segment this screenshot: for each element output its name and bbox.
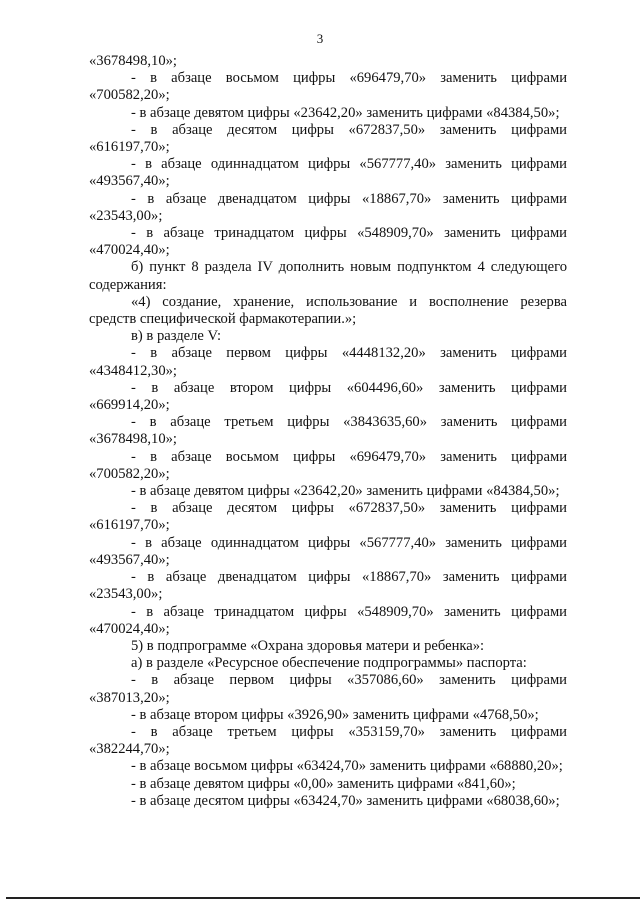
- text-line: - в абзаце девятом цифры «23642,20» заменить цифрами «84384,50»;: [131, 104, 560, 121]
- text-line: «470024,40»;: [89, 242, 170, 259]
- text-line: - в абзаце десятом цифры «672837,50» заменить цифрами: [131, 121, 567, 138]
- text-line: а) в разделе «Ресурсное обеспечение подпрограммы» паспорта:: [131, 655, 527, 672]
- text-line: «4348412,30»;: [89, 362, 177, 379]
- text-line: «616197,70»;: [89, 517, 170, 534]
- text-line: - в абзаце десятом цифры «672837,50» заменить цифрами: [131, 500, 567, 517]
- page-bottom-border: [6, 897, 640, 899]
- text-line: б) пункт 8 раздела IV дополнить новым подпунктом 4 следующего: [131, 259, 567, 276]
- text-line: «493567,40»;: [89, 173, 170, 190]
- text-line: - в абзаце двенадцатом цифры «18867,70» заменить цифрами: [131, 569, 567, 586]
- text-line: - в абзаце первом цифры «357086,60» заменить цифрами: [131, 672, 567, 689]
- text-line: - в абзаце одиннадцатом цифры «567777,40» заменить цифрами: [131, 534, 567, 551]
- text-line: «4) создание, хранение, использование и восполнение резерва: [131, 293, 567, 310]
- text-line: - в абзаце третьем цифры «353159,70» заменить цифрами: [131, 723, 567, 740]
- text-line: - в абзаце восьмом цифры «696479,70» заменить цифрами: [131, 448, 567, 465]
- text-line: «700582,20»;: [89, 87, 170, 104]
- text-line: - в абзаце втором цифры «3926,90» заменить цифрами «4768,50»;: [131, 706, 539, 723]
- text-line: «387013,20»;: [89, 689, 170, 706]
- text-line: - в абзаце восьмом цифры «63424,70» заменить цифрами «68880,20»;: [131, 758, 563, 775]
- text-line: - в абзаце двенадцатом цифры «18867,70» заменить цифрами: [131, 190, 567, 207]
- text-line: - в абзаце восьмом цифры «696479,70» заменить цифрами: [131, 70, 567, 87]
- text-line: «616197,70»;: [89, 139, 170, 156]
- text-line: в) в разделе V:: [131, 328, 222, 345]
- text-line: - в абзаце тринадцатом цифры «548909,70» заменить цифрами: [131, 225, 567, 242]
- text-line: средств специфической фармакотерапии.»;: [89, 311, 357, 328]
- text-line: - в абзаце тринадцатом цифры «548909,70» заменить цифрами: [131, 603, 567, 620]
- text-line: «493567,40»;: [89, 551, 170, 568]
- text-line: 5) в подпрограмме «Охрана здоровья матери и ребенка»:: [131, 637, 485, 654]
- text-line: - в абзаце втором цифры «604496,60» заменить цифрами: [131, 379, 567, 396]
- document-body: [89, 53, 567, 810]
- text-line: - в абзаце девятом цифры «0,00» заменить цифрами «841,60»;: [131, 775, 516, 792]
- text-line: - в абзаце третьем цифры «3843635,60» заменить цифрами: [131, 414, 567, 431]
- text-line: «3678498,10»;: [89, 431, 177, 448]
- text-line: - в абзаце девятом цифры «23642,20» заменить цифрами «84384,50»;: [131, 483, 560, 500]
- text-line: - в абзаце одиннадцатом цифры «567777,40» заменить цифрами: [131, 156, 567, 173]
- text-line: «23543,00»;: [89, 207, 163, 224]
- text-line: - в абзаце десятом цифры «63424,70» заменить цифрами «68038,60»;: [131, 792, 560, 809]
- page-number: 3: [316, 31, 324, 46]
- text-line: «669914,20»;: [89, 397, 170, 414]
- text-line: «3678498,10»;: [89, 53, 177, 69]
- text-line: - в абзаце первом цифры «4448132,20» заменить цифрами: [131, 345, 567, 362]
- text-line: «700582,20»;: [89, 465, 170, 482]
- text-line: «382244,70»;: [89, 741, 170, 758]
- text-line: содержания:: [89, 276, 167, 293]
- text-line: «23543,00»;: [89, 586, 163, 603]
- text-line: «470024,40»;: [89, 620, 170, 637]
